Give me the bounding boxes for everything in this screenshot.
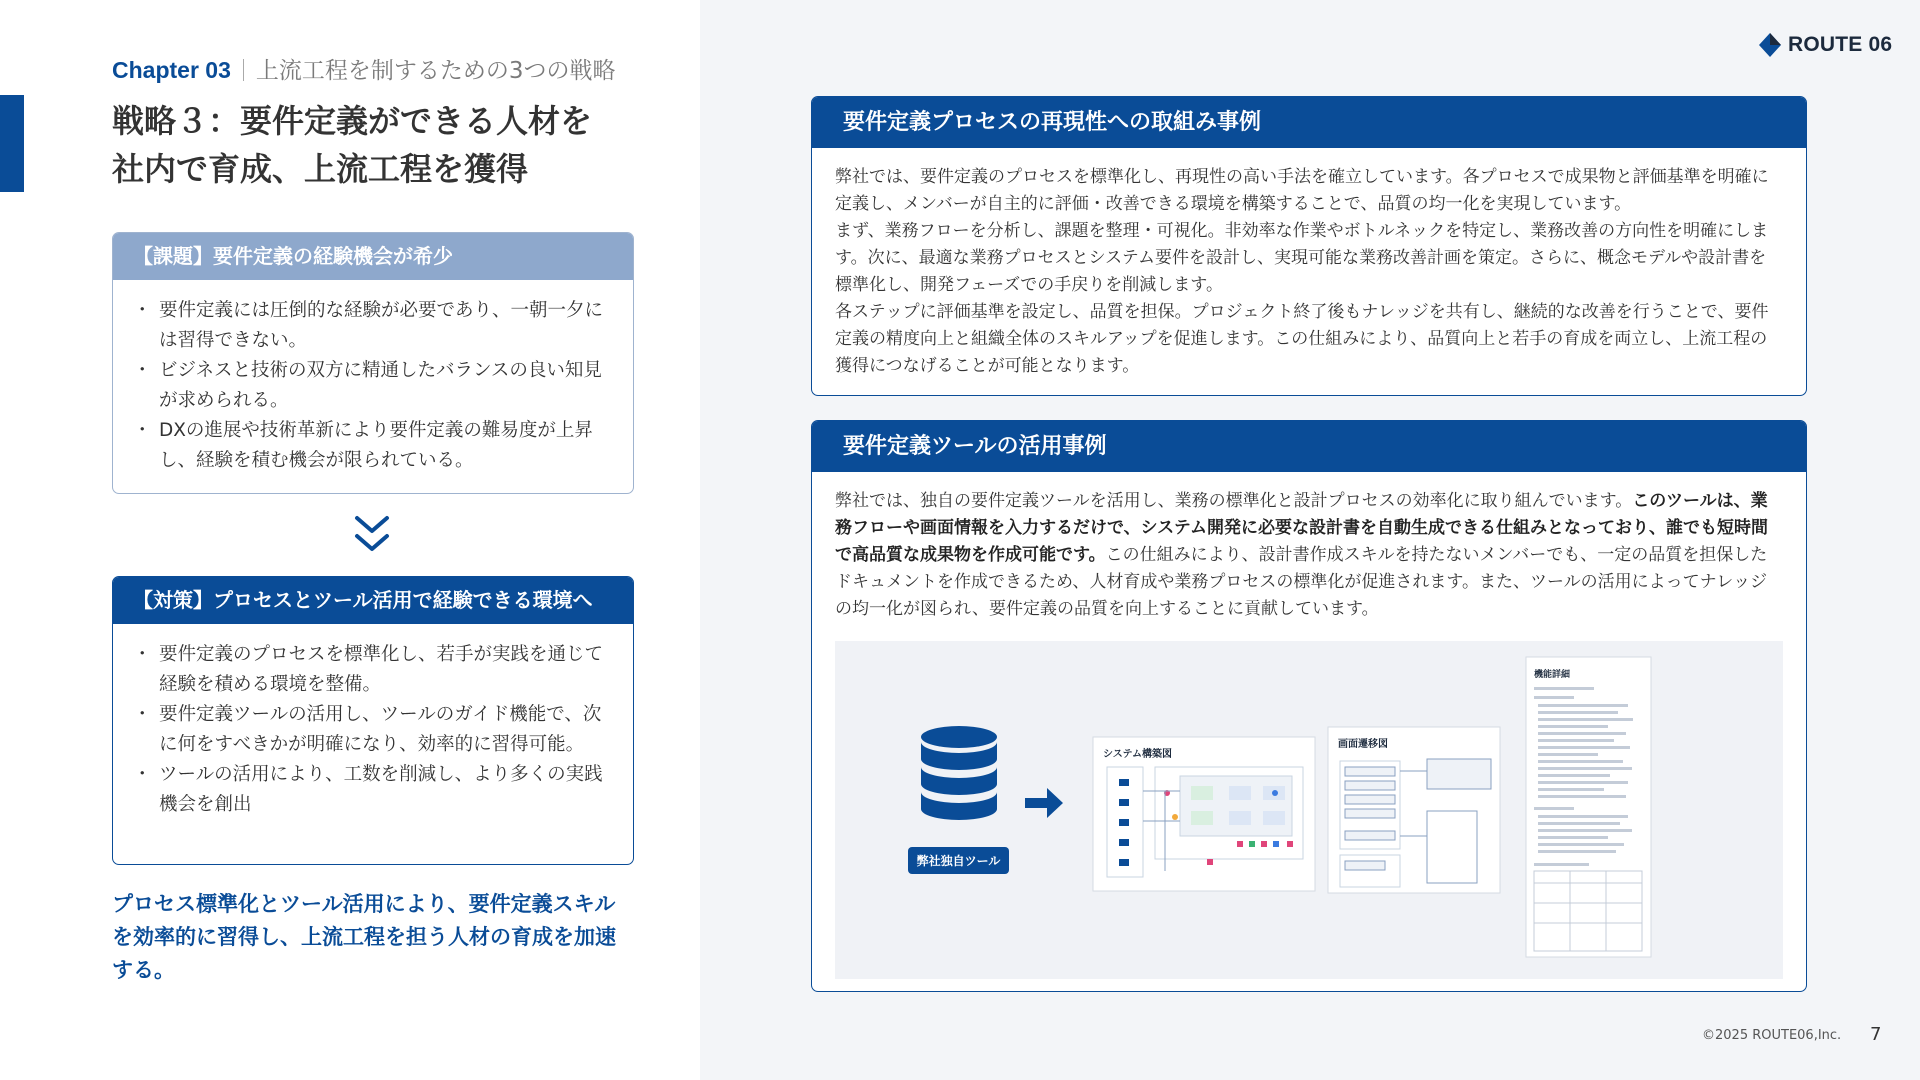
copyright-text: ©2025 ROUTE06,Inc. xyxy=(1702,1028,1842,1043)
issue-item: ・ DXの進展や技術革新により要件定義の難易度が上昇し、経験を積む機会が限られている。 xyxy=(133,416,619,476)
screen-transition-doc xyxy=(1328,727,1500,893)
process-case-body xyxy=(812,148,1806,380)
process-case-paragraph: 弊社では、要件定義のプロセスを標準化し、再現性の高い手法を確立しています。各プロセスで成果物と評価基準を明確に定義し、メンバーが自主的に評価・改善できる環境を構築することで、品質の均一化を実現しています。 xyxy=(835,167,1769,214)
arrow-right-icon xyxy=(1025,788,1063,818)
chapter-heading xyxy=(112,52,616,85)
tool-case-paragraph xyxy=(835,488,1769,623)
tool-illustration-graphic xyxy=(835,641,1783,979)
solution-box-heading: 【対策】プロセスとツール活用で経験できる環境へ xyxy=(113,577,633,624)
chapter-label: Chapter 03 xyxy=(112,57,231,83)
chapter-subtitle: 上流工程を制するための3つの戦略 xyxy=(255,58,616,84)
issue-box xyxy=(112,232,634,494)
issue-item: ・ 要件定義には圧倒的な経験が必要であり、一朝一夕には習得できない。 xyxy=(133,296,619,356)
double-chevron-down-icon xyxy=(354,514,390,556)
issue-item: ・ ビジネスと技術の双方に精通したバランスの良い知見が求められる。 xyxy=(133,356,619,416)
solution-item: ・ ツールの活用により、工数を削減し、より多くの実践機会を創出 xyxy=(133,760,619,820)
tool-label: 弊社独自ツール xyxy=(916,854,1001,868)
conclusion-text: プロセス標準化とツール活用により、要件定義スキルを効率的に習得し、上流工程を担う人材の育成を加速する。 xyxy=(112,892,616,982)
page-title-line2: 社内で育成、上流工程を獲得 xyxy=(112,150,529,188)
solution-list xyxy=(113,640,633,820)
tool-case-card xyxy=(811,420,1807,992)
doc2-title: 画面遷移図 xyxy=(1338,739,1388,750)
brand-logo-text: ROUTE 06 xyxy=(1788,33,1893,56)
chapter-divider xyxy=(243,59,244,81)
tool-case-text-bold: このツールは、業務フローや画面情報を入力するだけで、システム開発に必要な設計書を自動生成できる仕組みとなっており、誰でも短時間で高品質な成果物を作成可能です。 xyxy=(835,491,1768,565)
tool-case-heading: 要件定義ツールの活用事例 xyxy=(812,421,1806,472)
system-diagram-doc xyxy=(1093,737,1315,891)
process-case-heading: 要件定義プロセスの再現性への取組み事例 xyxy=(812,97,1806,148)
tool-illustration xyxy=(835,641,1783,979)
solution-item: ・ 要件定義のプロセスを標準化し、若手が実践を通じて経験を積める環境を整備。 xyxy=(133,640,619,700)
solution-item: ・ 要件定義ツールの活用し、ツールのガイド機能で、次に何をすべきかが明確になり、効率的に習得可能。 xyxy=(133,700,619,760)
database-icon xyxy=(921,726,997,820)
solution-box xyxy=(112,576,634,865)
tool-case-body xyxy=(812,472,1806,623)
function-detail-doc xyxy=(1526,657,1651,957)
tool-case-text-before: 弊社では、独自の要件定義ツールを活用し、業務の標準化と設計プロセスの効率化に取り組んでいます。 xyxy=(835,491,1633,511)
page-number: 7 xyxy=(1870,1024,1882,1045)
process-case-card xyxy=(811,96,1807,396)
doc3-title: 機能詳細 xyxy=(1534,670,1571,680)
process-case-paragraph: まず、業務フローを分析し、課題を整理・可視化。非効率な作業やボトルネックを特定し、業務改善の方向性を明確にします。次に、最適な業務プロセスとシステム要件を設計し、実現可能な業務改善計画を策定。さらに、概念モデルや設計書を標準化し、開発フェーズでの手戻りを削減します。 xyxy=(835,221,1769,295)
diamond-logo-icon xyxy=(1758,32,1782,58)
process-case-paragraph: 各ステップに評価基準を設定し、品質を担保。プロジェクト終了後もナレッジを共有し、継続的な改善を行うことで、要件定義の精度向上と組織全体のスキルアップを促進します。この仕組みにより、品質向上と若手の育成を両立し、上流工程の獲得につなげることが可能となります。 xyxy=(835,302,1769,376)
page-title-line1: 戦略３：要件定義ができる人材を xyxy=(112,102,593,140)
accent-bar xyxy=(0,95,24,192)
issue-list xyxy=(113,296,633,476)
brand-logo xyxy=(1758,32,1892,58)
doc1-title: システム構築図 xyxy=(1103,749,1172,760)
issue-box-heading: 【課題】要件定義の経験機会が希少 xyxy=(113,233,633,280)
tool-case-text-after: この仕組みにより、設計書作成スキルを持たないメンバーでも、一定の品質を担保したドキュメントを作成できるため、人材育成や業務プロセスの標準化が促進されます。また、ツールの活用によってナレッジの均一化が図られ、要件定義の品質を向上することに貢献しています。 xyxy=(835,545,1768,619)
page-title xyxy=(112,97,592,193)
